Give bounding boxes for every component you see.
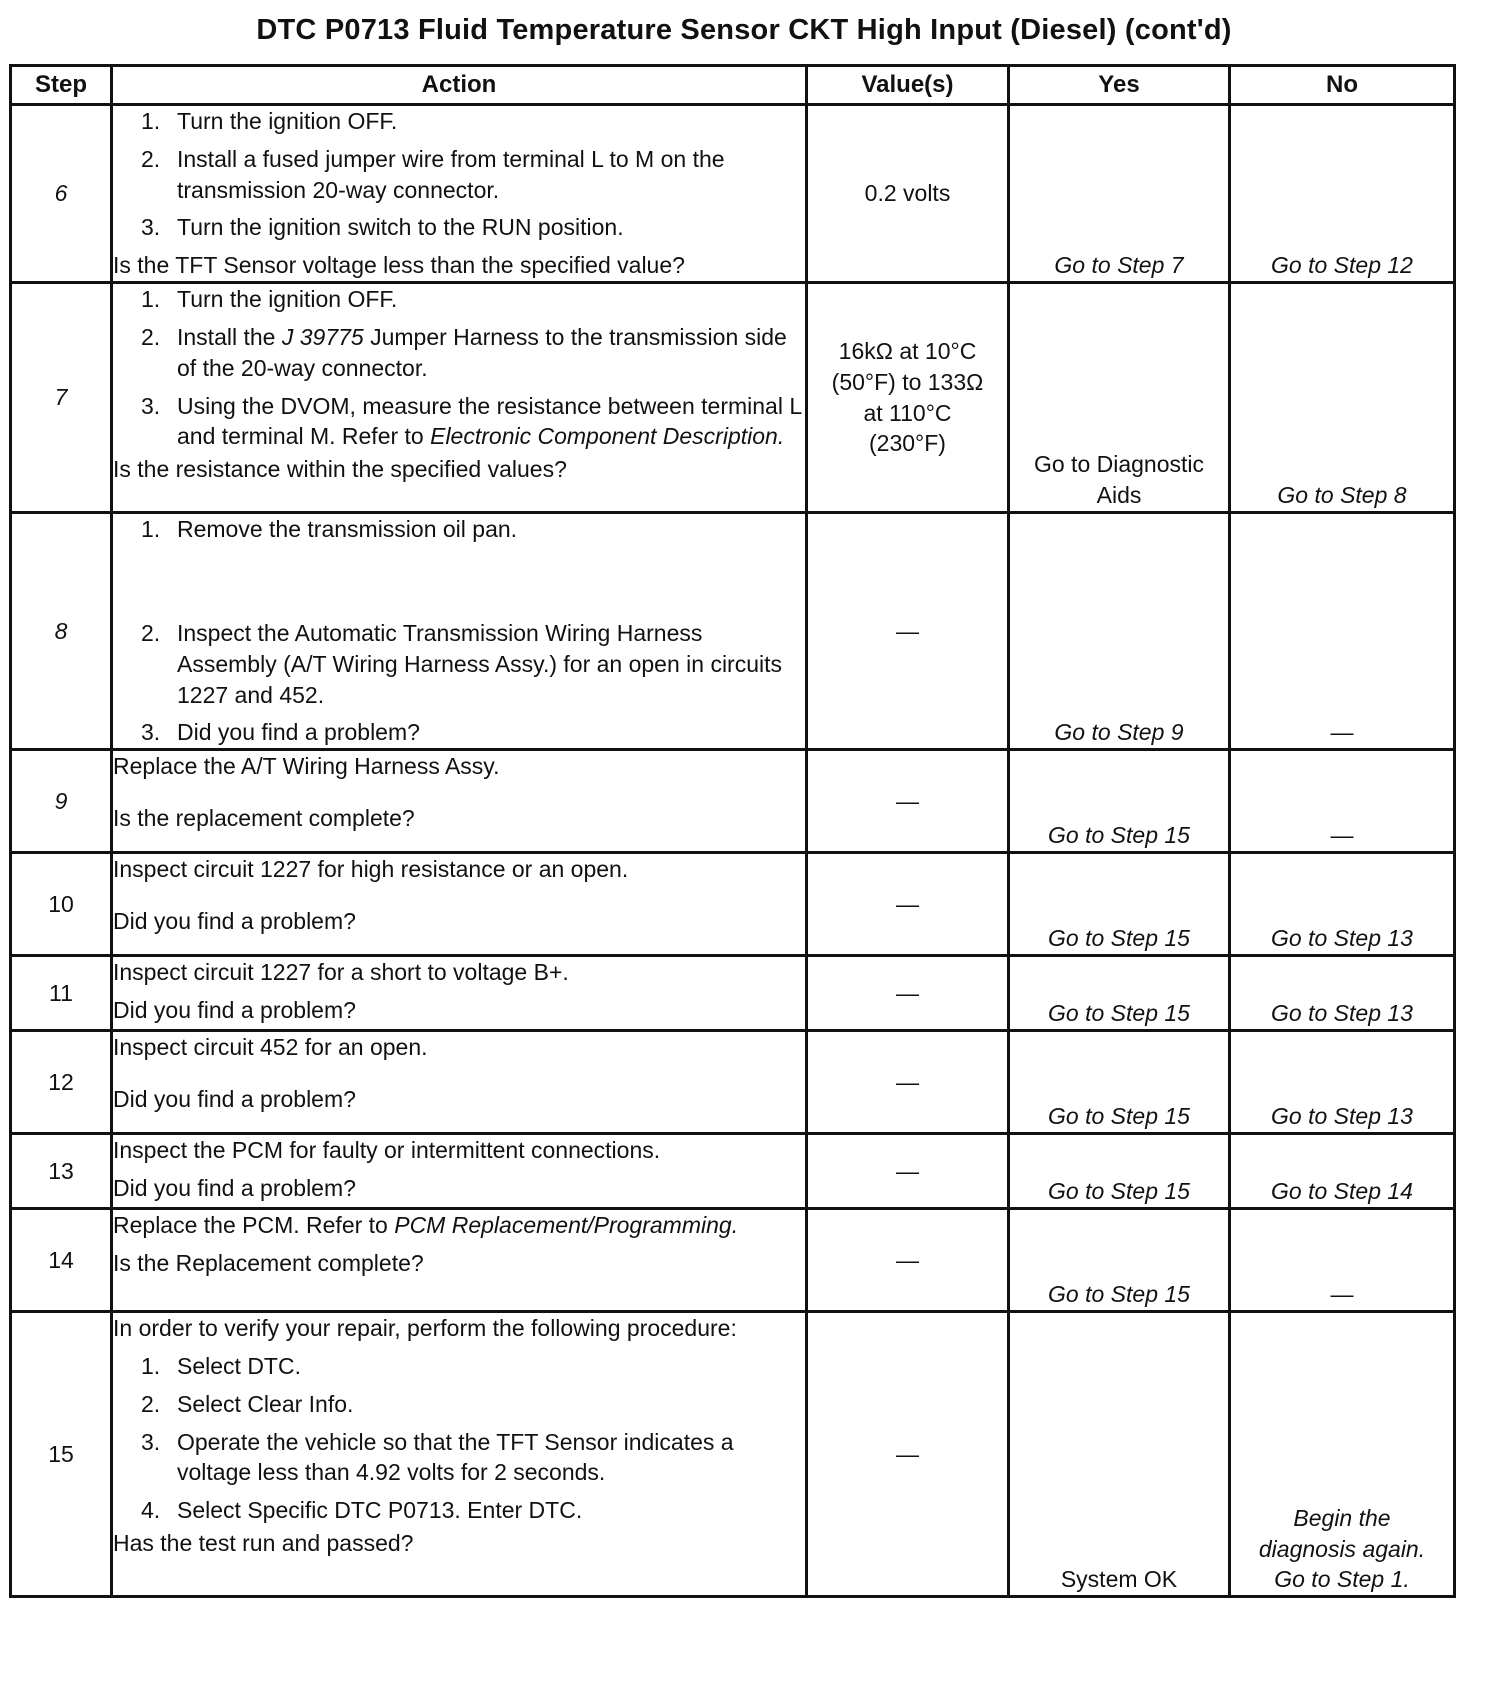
document-title: DTC P0713 Fluid Temperature Sensor CKT High Input (Diesel) (cont'd) xyxy=(256,14,1232,46)
empty-dash: — xyxy=(896,787,919,814)
action-text: Inspect circuit 452 for an open. xyxy=(113,1034,428,1061)
action-item: 3. Using the DVOM, measure the resistance between terminal L and terminal M. Refer to Electronic Component Description. xyxy=(141,392,802,450)
step-value xyxy=(807,1134,1009,1209)
table-row xyxy=(11,513,1455,750)
action-item: 1. Remove the transmission oil pan. xyxy=(141,516,518,543)
empty-dash: — xyxy=(1330,1281,1354,1308)
step-number: 11 xyxy=(11,956,112,1031)
action-item: 1. Select DTC. xyxy=(141,1352,301,1379)
header-action: Action xyxy=(112,66,807,105)
step-value xyxy=(807,1312,1009,1597)
step-number: 10 xyxy=(11,853,112,956)
step-question: Is the TFT Sensor voltage less than the specified value? xyxy=(113,252,685,279)
yes-link[interactable]: Go to Step 15 xyxy=(1009,956,1230,1031)
action-text: Inspect circuit 1227 for a short to voltage B+. xyxy=(113,959,569,986)
doc-reference: PCM Replacement/Programming. xyxy=(394,1212,739,1239)
step-action xyxy=(112,283,807,513)
diagnostic-table xyxy=(9,64,1456,1598)
step-value xyxy=(807,513,1009,750)
table-row xyxy=(11,1312,1455,1597)
header-no: No xyxy=(1230,66,1455,105)
action-item: 2. Install a fused jumper wire from terminal L to M on the transmission 20-way connector. xyxy=(141,145,725,203)
step-action xyxy=(112,853,807,956)
empty-dash: — xyxy=(896,1157,919,1184)
step-question: Did you find a problem? xyxy=(113,907,356,934)
no-link[interactable]: Go to Step 14 xyxy=(1230,1134,1455,1209)
step-question: Is the replacement complete? xyxy=(113,804,415,831)
tool-reference: J 39775 xyxy=(281,323,364,350)
yes-link[interactable]: Go to Step 15 xyxy=(1009,853,1230,956)
step-action xyxy=(112,956,807,1031)
no-link xyxy=(1230,750,1455,853)
step-question: Did you find a problem? xyxy=(113,1174,356,1201)
step-number: 13 xyxy=(11,1134,112,1209)
step-value xyxy=(807,956,1009,1031)
yes-link[interactable]: Go to Step 15 xyxy=(1009,1134,1230,1209)
step-number: 15 xyxy=(11,1312,112,1597)
step-value xyxy=(807,1209,1009,1312)
step-value: 0.2 volts xyxy=(807,105,1009,283)
action-item: 1. Turn the ignition OFF. xyxy=(141,108,398,134)
action-item: 2. Select Clear Info. xyxy=(141,1390,354,1417)
step-action xyxy=(112,105,807,283)
table-header-row xyxy=(11,66,1455,105)
no-link[interactable]: Begin the diagnosis again. Go to Step 1. xyxy=(1230,1312,1455,1597)
empty-dash: — xyxy=(1330,822,1354,849)
step-number: 8 xyxy=(11,513,112,750)
yes-link[interactable]: Go to Step 7 xyxy=(1009,105,1230,283)
step-question: Has the test run and passed? xyxy=(113,1530,414,1556)
step-number: 12 xyxy=(11,1031,112,1134)
yes-link[interactable]: Go to Step 15 xyxy=(1009,1209,1230,1312)
empty-dash: — xyxy=(896,890,919,917)
table-row xyxy=(11,750,1455,853)
step-question: Did you find a problem? xyxy=(113,996,356,1023)
step-value xyxy=(807,1031,1009,1134)
step-action xyxy=(112,1134,807,1209)
step-question: Is the Replacement complete? xyxy=(113,1249,424,1276)
action-item: 1. Turn the ignition OFF. xyxy=(141,286,398,313)
empty-dash: — xyxy=(896,979,919,1006)
table-row xyxy=(11,1134,1455,1209)
step-question: Is the resistance within the specified values? xyxy=(113,456,567,483)
yes-link[interactable]: Go to Step 15 xyxy=(1009,750,1230,853)
action-text: Inspect circuit 1227 for high resistance or an open. xyxy=(113,856,629,883)
no-link[interactable]: Go to Step 13 xyxy=(1230,1031,1455,1134)
step-action xyxy=(112,1312,807,1597)
action-item: 2. Inspect the Automatic Transmission Wiring Harness Assembly (A/T Wiring Harness Assy.) for an open in circuits 1227 and 452. xyxy=(141,619,783,708)
action-item: 3. Did you find a problem? xyxy=(141,719,420,746)
doc-reference: Electronic Component Description. xyxy=(430,423,785,450)
empty-dash: — xyxy=(896,617,919,644)
action-item: 4. Select Specific DTC P0713. Enter DTC. xyxy=(141,1497,583,1524)
yes-result: System OK xyxy=(1009,1312,1230,1597)
action-intro: In order to verify your repair, perform the following procedure: xyxy=(113,1315,737,1342)
no-link[interactable]: Go to Step 8 xyxy=(1230,283,1455,513)
action-text: Replace the PCM. Refer to PCM Replacement/Programming. xyxy=(113,1212,739,1239)
step-number: 6 xyxy=(11,105,112,283)
yes-link[interactable]: Go to Step 9 xyxy=(1009,513,1230,750)
step-action xyxy=(112,513,807,750)
table-row xyxy=(11,853,1455,956)
step-number: 9 xyxy=(11,750,112,853)
table-row xyxy=(11,283,1455,513)
header-step: Step xyxy=(11,66,112,105)
action-item: 2. Install the J 39775 Jumper Harness to the transmission side of the 20-way connector. xyxy=(141,323,787,381)
header-value: Value(s) xyxy=(807,66,1009,105)
yes-link[interactable]: Go to Step 15 xyxy=(1009,1031,1230,1134)
empty-dash: — xyxy=(1330,719,1354,746)
empty-dash: — xyxy=(896,1068,919,1095)
step-action xyxy=(112,750,807,853)
action-item: 3. Operate the vehicle so that the TFT Sensor indicates a voltage less than 4.92 volts for 2 seconds. xyxy=(141,1428,734,1486)
no-link[interactable]: Go to Step 13 xyxy=(1230,956,1455,1031)
header-yes: Yes xyxy=(1009,66,1230,105)
table-row xyxy=(11,956,1455,1031)
step-number: 14 xyxy=(11,1209,112,1312)
step-value xyxy=(807,750,1009,853)
table-row xyxy=(11,105,1455,283)
action-text: Replace the A/T Wiring Harness Assy. xyxy=(113,753,500,780)
no-link[interactable]: Go to Step 13 xyxy=(1230,853,1455,956)
no-link xyxy=(1230,513,1455,750)
step-question: Did you find a problem? xyxy=(113,1085,356,1112)
empty-dash: — xyxy=(896,1440,919,1467)
action-item: 3. Turn the ignition switch to the RUN position. xyxy=(141,214,624,241)
step-action xyxy=(112,1031,807,1134)
step-value xyxy=(807,853,1009,956)
no-link[interactable]: Go to Step 12 xyxy=(1230,105,1455,283)
step-action xyxy=(112,1209,807,1312)
step-value: 16kΩ at 10°C (50°F) to 133Ω at 110°C (230°F) xyxy=(807,283,1009,513)
table-row xyxy=(11,1209,1455,1312)
step-number: 7 xyxy=(11,283,112,513)
table-row xyxy=(11,1031,1455,1134)
empty-dash: — xyxy=(896,1246,919,1273)
no-link xyxy=(1230,1209,1455,1312)
action-text: Inspect the PCM for faulty or intermittent connections. xyxy=(113,1137,661,1164)
yes-link[interactable]: Go to Diagnostic Aids xyxy=(1009,283,1230,513)
